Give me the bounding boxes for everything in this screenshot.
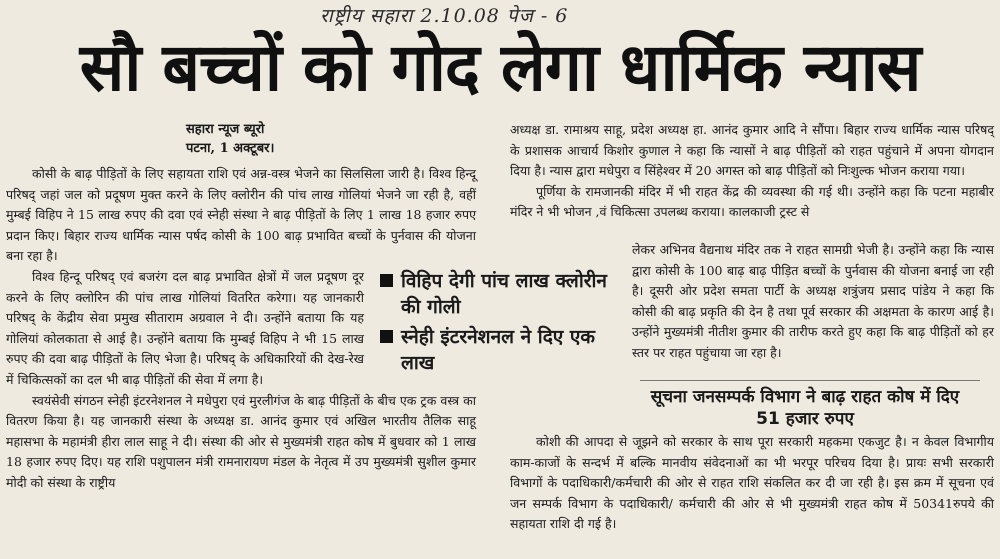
right-column-mid (632, 240, 994, 364)
pull-quote-text: स्नेही इंटरनेशनल ने दिए एक लाख (401, 326, 596, 374)
article-paragraph: लेकर अभिनव वैद्यनाथ मंदिर तक ने राहत सामग्री भेजी है। उन्होंने कहा कि न्यास द्वारा कोसी के 100 बाढ़ बाढ़ पीड़ित बच्चों के पुर्नवास की योजना बनाई जा रही है। दूसरी ओर प्रदेश समता पार्टी के अध्यक्ष शत्रुंजय प्रसाद पांडेय ने कहा कि कोसी की बाढ़ प्रकृति की देन है तथा पूर्व सरकार की अक्षमता के कारण आई है। उन्होंने मुख्यमंत्री नीतीश कुमार की तारीफ करते हुए कहा कि बाढ़ पीड़ितों को हर स्तर पर राहत पहुंचाया जा रहा है। (632, 242, 994, 360)
article-paragraph: स्वयंसेवी संगठन स्नेही इंटरनेशनल ने मधेपुरा एवं मुरलीगंज के बाढ़ पीड़ितों के बीच एक ट्रक वस्त्र का वितरण किया है। यह जानकारी संस्था के अध्यक्ष डा. आनंद कुमार एवं अखिल भारतीय तैलिक साहू महासभा के महामंत्री हीरा लाल साहू ने दी। संस्था की ओर से मुख्यमंत्री राहत कोष में बुधवार को 1 लाख 18 हजार रुपए दिए। यह राशि पशुपालन मंत्री रामनारायण मंडल के नेतृत्व में उप मुख्यमंत्री सुशील कुमार मोदी को संस्था के राष्ट्रीय (6, 392, 476, 490)
pull-quote-text: विहिप देगी पांच लाख क्लोरीन की गोली (401, 270, 607, 318)
handwritten-note: राष्ट्रीय सहारा 2.10.08 पेज - 6 (320, 5, 569, 27)
article-paragraph: पूर्णिया के रामजानकी मंदिर में भी राहत केंद्र की व्यवस्था की गई थी। उन्होंने कहा कि पटना महाबीर मंदिर ने भी भोजन ,वं चिकित्सा उपलब्ध कराया। कालकाजी ट्रस्ट से (510, 183, 994, 220)
subheadline: सूचना जनसम्पर्क विभाग ने बाढ़ राहत कोष में दिए 51 हजार रुपए (650, 387, 960, 429)
right-column-top (510, 120, 994, 223)
pull-quote-item (380, 324, 610, 376)
article-paragraph: अध्यक्ष डा. रामाश्रय साहू, प्रदेश अध्यक्ष हा. आनंद कुमार आदि ने सौंपा। बिहार राज्य धार्मिक न्यास परिषद् के प्रशासक आचार्य किशोर कुणाल ने कहा कि न्यासों ने बाढ़ पीड़ितों को राहत पहुंचाने में अपना योगदान दिया है। न्यास द्वारा मधेपुरा व सिंहेश्वर में 20 अगस्त को बाढ़ पीड़ितों को निःशुल्क भोजन कराया गया। (510, 122, 994, 179)
headline: सौ बच्चों को गोद लेगा धार्मिक न्यास (79, 29, 921, 106)
article-paragraph: विश्व हिन्दू परिषद् एवं बजरंग दल बाढ़ प्रभावित क्षेत्रों में जल प्रदूषण दूर करने के लिए क्लोरिन की पांच लाख गोलियां वितरित करेगा। यह जानकारी परिषद् के केंद्रीय सेवा प्रमुख सीताराम अग्रवाल ने दी। उन्होंने बताया कि यह गोलियां कोलकाता से आई है। उन्होंने बताया कि मुम्बई विहिप ने भी 15 लाख रुपए की दवा बाढ़ पीड़ितों के लिए भेजा है। परिषद् के अधिकारियों की देख-रेख में चिकित्सकों का दल भी बाढ़ पीड़ितों की सेवा में लगा है। (6, 268, 364, 387)
square-bullet-icon (380, 274, 393, 287)
pull-quote-item (380, 268, 610, 320)
section-divider (640, 380, 980, 381)
article-paragraph: कोसी के बाढ़ पीड़ितों के लिए सहायता राशि एवं अन्न-वस्त्र भेजने का सिलसिला जारी है। विश्व हिन्दू परिषद् जहां जल को प्रदूषण मुक्त करने के लिए क्लोरीन की पांच लाख गोलियां भेजने जा रही है, वहीं मुम्बई विहिप ने 15 लाख रुपए की दवा एवं स्नेही संस्था ने बाढ़ पीड़ितों के लिए 1 लाख 18 हजार रुपए प्रदान किए। बिहार राज्य धार्मिक न्यास पर्षद कोसी के 100 बाढ़ प्रभावित बच्चों के पुर्नवास की योजना बना रहा है। (6, 166, 476, 264)
byline-bureau: सहारा न्यूज ब्यूरो (186, 122, 265, 137)
pull-quote (380, 268, 610, 380)
article-paragraph: कोशी की आपदा से जूझने को सरकार के साथ पूरा सरकारी महकमा एकजुट है। न केवल विभागीय काम-काजों के सन्दर्भ में बल्कि मानवीय संवेदनाओं का भी भरपूर परिचय दिया है। प्रायः सभी सरकारी विभागों के पदाधिकारी/कर्मचारी की ओर से राहत राशि संकलित कर दी जा रही है। इस क्रम में सूचना एवं जन सम्पर्क विभाग के पदाधिकारी/ कर्मचारी की ओर से भी मुख्यमंत्री राहत कोष में 50341रुपये की सहायता राशि दी गई है। (510, 434, 994, 532)
byline-dateline: पटना, 1 अक्टूबर। (186, 141, 275, 156)
square-bullet-icon (380, 330, 393, 343)
right-column-bottom (510, 432, 994, 535)
